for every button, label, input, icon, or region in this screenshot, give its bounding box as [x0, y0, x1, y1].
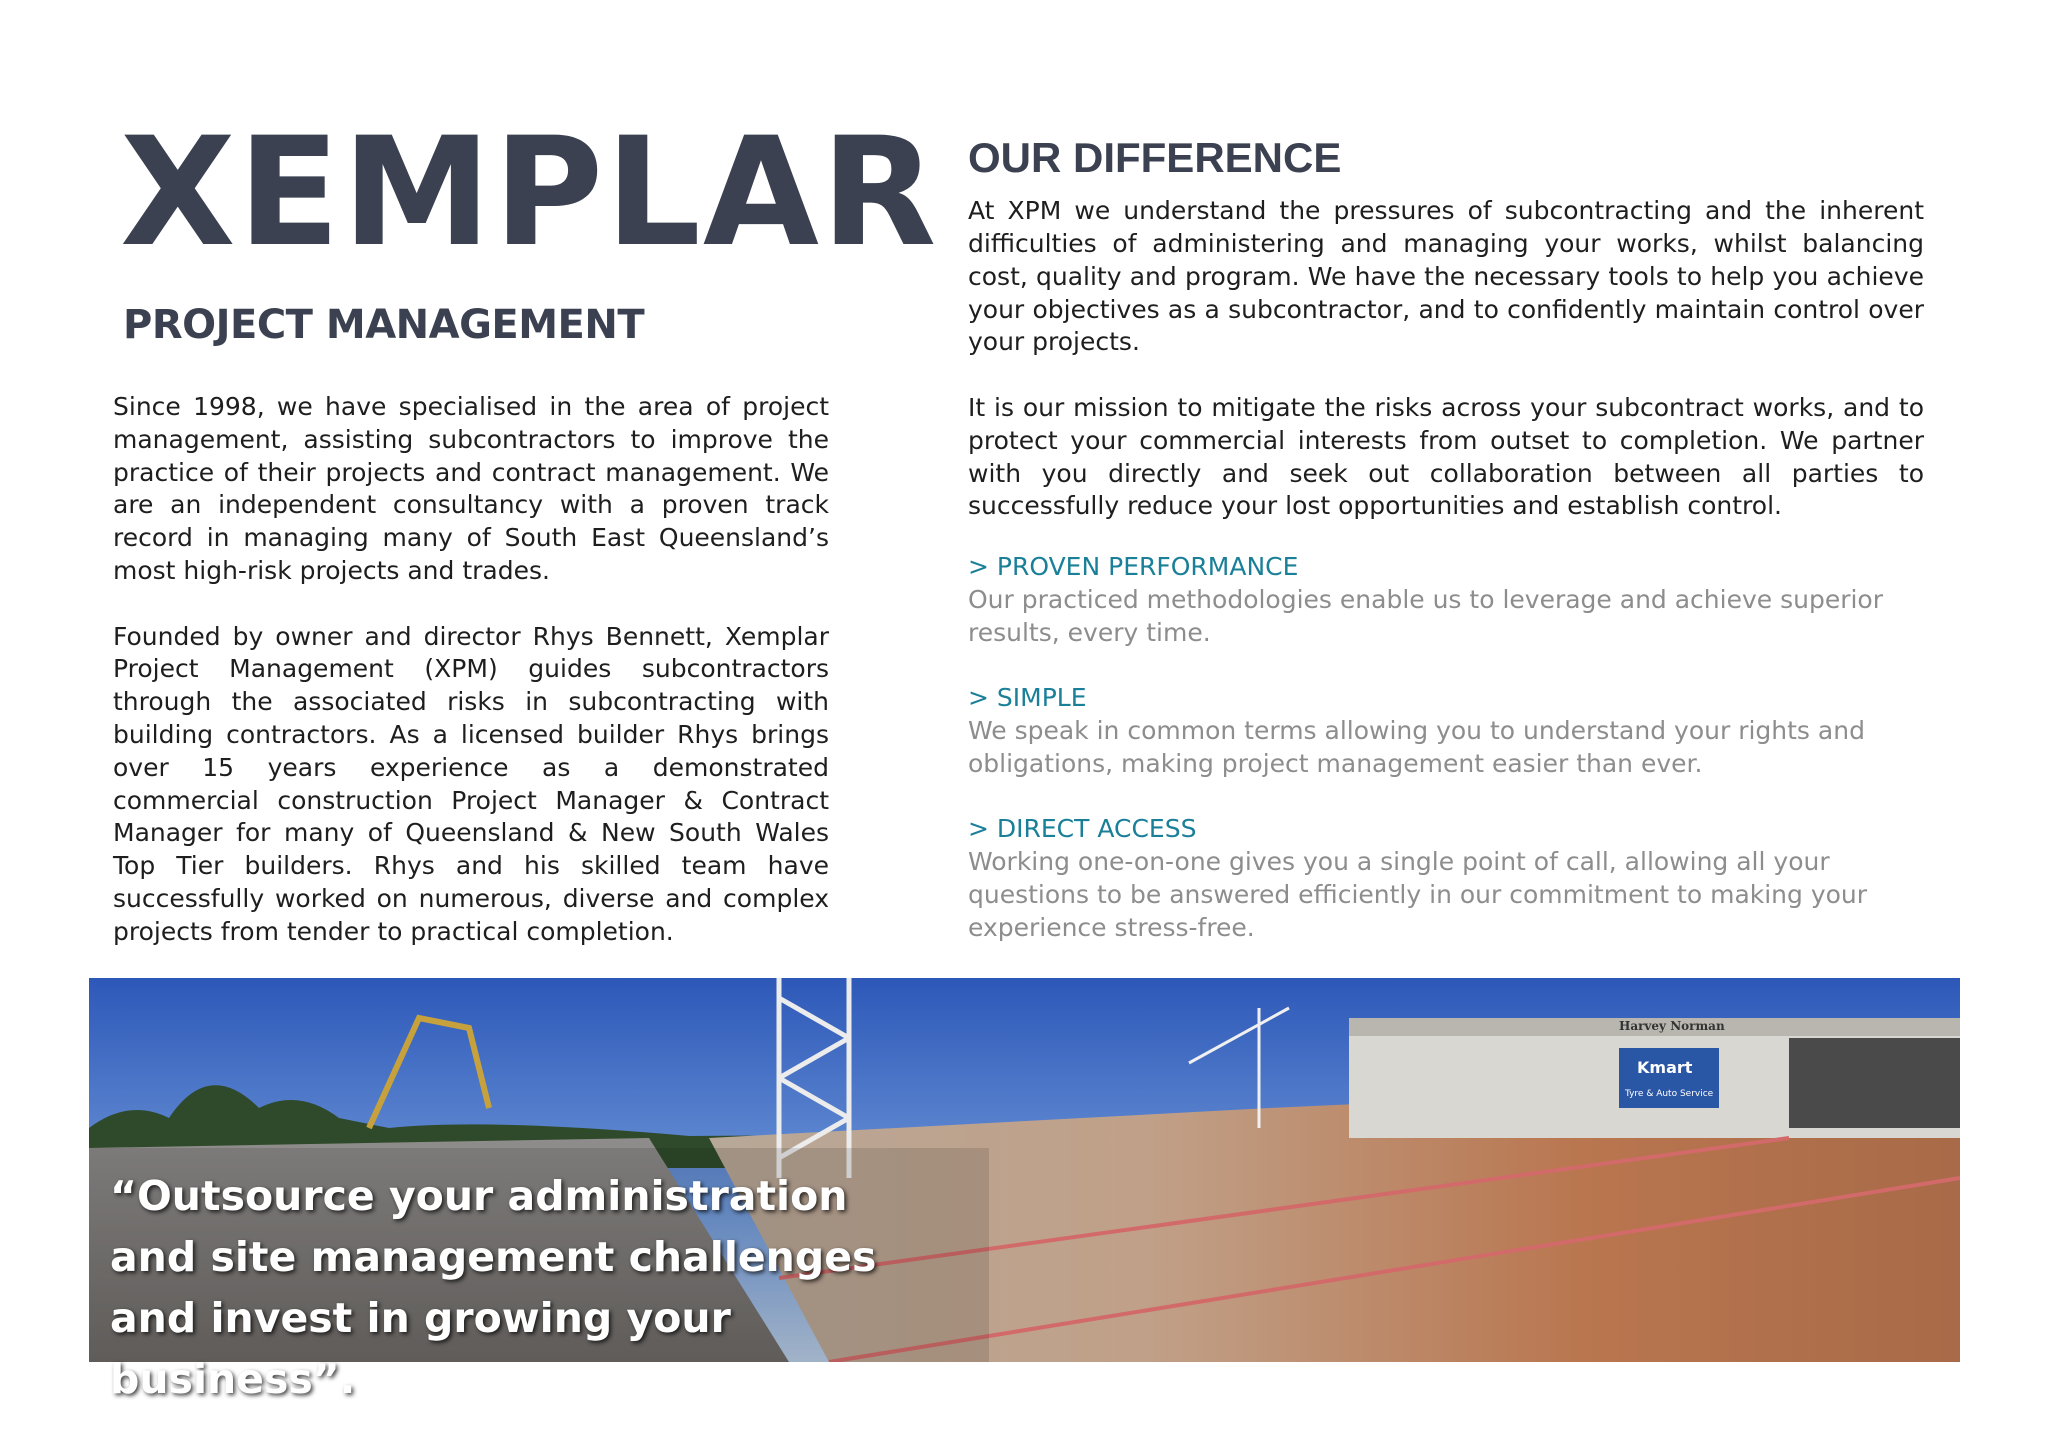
banner-quote: “Outsource your administration and site management challenges and invest in growing your business”.: [110, 1172, 877, 1403]
store-sign: [1619, 1048, 1719, 1108]
car-park-structure: [1789, 1038, 1960, 1128]
intro-section: [113, 391, 829, 981]
intro-paragraph: Founded by owner and director Rhys Bennett, Xemplar Project Management (XPM) guides subcontractors through the associated risks in subcontracting with building contractors. As a licensed builder Rhys brings over 15 years experience as a demonstrated commercial construction Project Manager & Contract Manager for many of Queensland & New South Wales Top Tier builders. Rhys and his skilled team have successfully worked on numerous, diverse and complex projects from tender to practical completion.: [113, 621, 829, 946]
feature-description: Our practiced methodologies enable us to leverage and achieve superior results, every time.: [968, 584, 1884, 647]
brand-subtitle: PROJECT MANAGEMENT: [123, 302, 645, 348]
building-sign: Harvey Norman: [1619, 1019, 1725, 1033]
difference-title: OUR DIFFERENCE: [968, 134, 1342, 181]
intro-paragraph: Since 1998, we have specialised in the area of project management, assisting subcontractors to improve the practice of their projects and contract management. We are an independent consultancy with a proven track record in managing many of South East Queensland’s most high-risk projects and trades.: [113, 392, 829, 585]
feature-item-simple: [968, 682, 1948, 780]
difference-paragraph: It is our mission to mitigate the risks across your subcontract works, and to protect your commercial interests from outset to completion. We partner with you directly and seek out collaboration between all parties to successfully reduce your lost opportunities and establish control.: [968, 392, 1924, 521]
difference-section: [968, 135, 1924, 556]
feature-heading: > DIRECT ACCESS: [968, 814, 1197, 844]
feature-item-direct-access: [968, 813, 1948, 944]
difference-body: [968, 195, 1924, 523]
feature-heading: > SIMPLE: [968, 683, 1087, 713]
feature-description: Working one-on-one gives you a single point of call, allowing all your questions to be answered efficiently in our commitment to making your experience stress-free.: [968, 847, 1868, 942]
brand-logo-title: XEMPLAR: [120, 106, 939, 280]
features-list: [968, 551, 1948, 977]
feature-item-proven-performance: [968, 551, 1948, 649]
difference-paragraph: At XPM we understand the pressures of subcontracting and the inherent difficulties of administering and managing your works, whilst balancing cost, quality and program. We have the necessary tools to help you achieve your objectives as a subcontractor, and to confidently maintain control over your projects.: [968, 196, 1924, 357]
feature-heading: > PROVEN PERFORMANCE: [968, 552, 1299, 581]
store-sign-name: Kmart: [1637, 1058, 1693, 1077]
store-sign-service: Tyre & Auto Service: [1625, 1089, 1714, 1099]
feature-description: We speak in common terms allowing you to understand your rights and obligations, making project management easier than ever.: [968, 715, 1865, 778]
